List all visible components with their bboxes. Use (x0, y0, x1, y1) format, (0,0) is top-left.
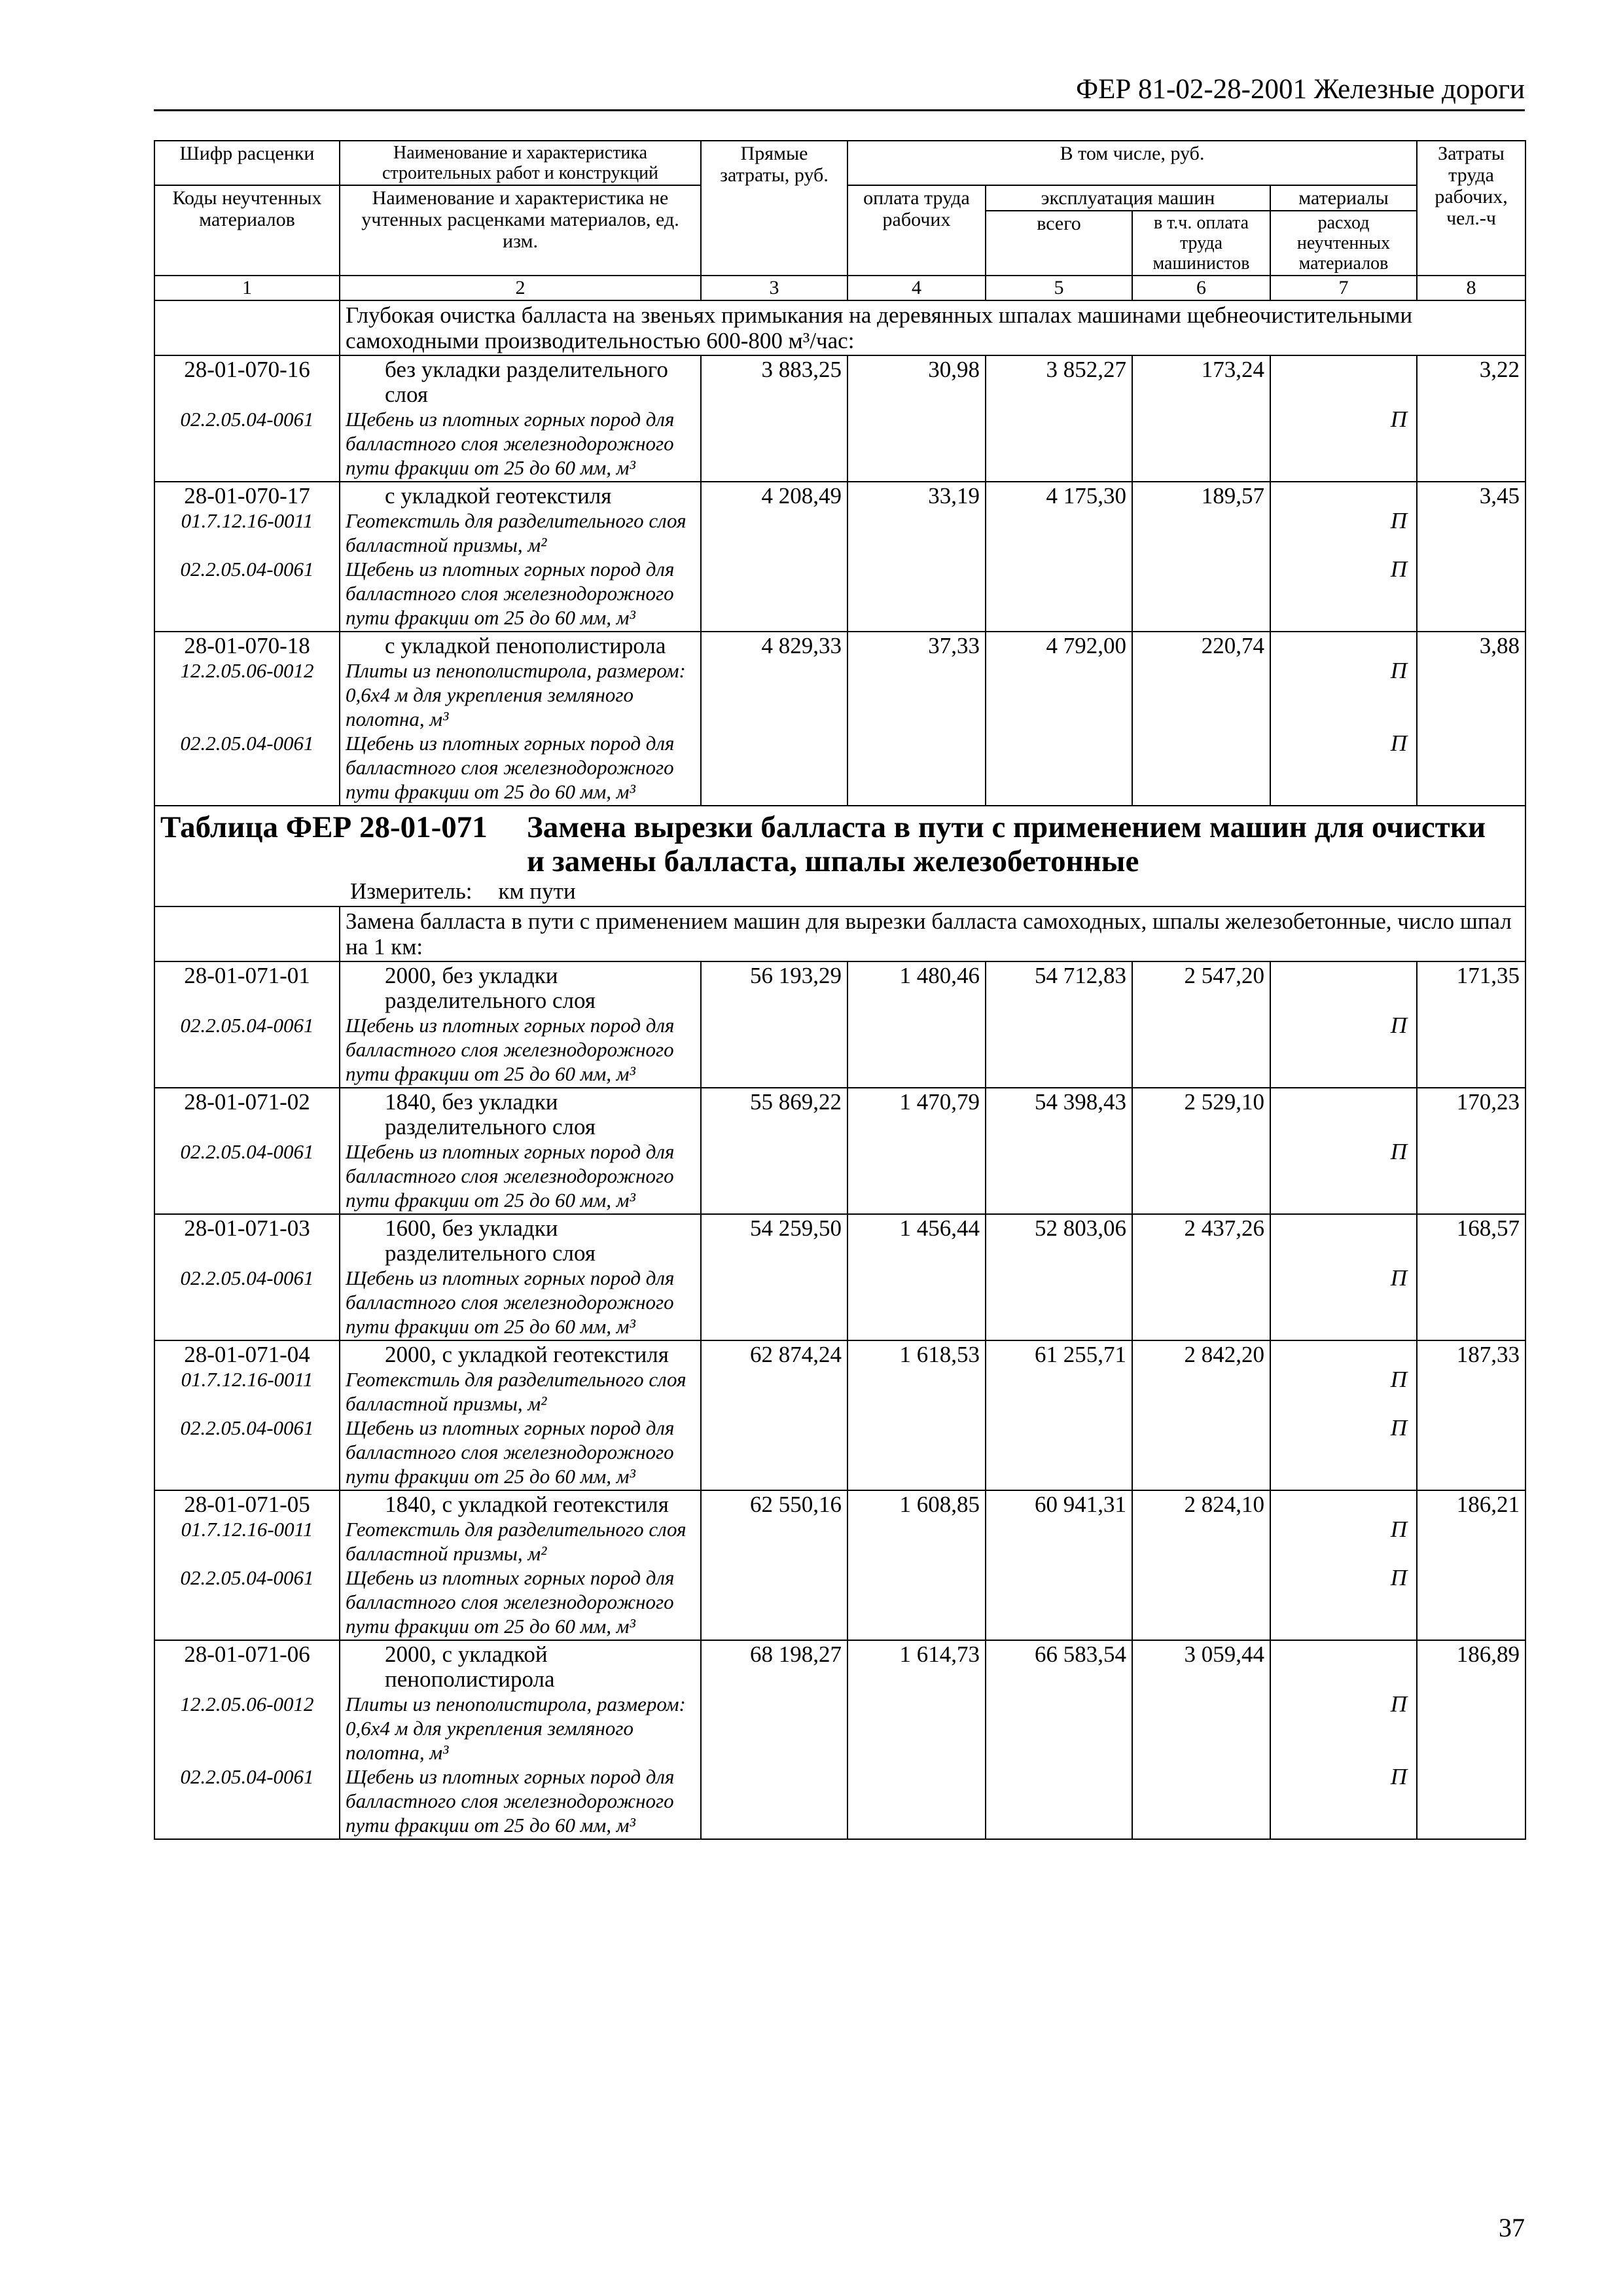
table-label: Таблица ФЕР 28-01-071 (160, 810, 488, 844)
material-code: 01.7.12.16-0011 (181, 1518, 313, 1541)
material-name: Щебень из плотных горных пород для балластного слоя железнодорожного пути фракции от 25 до 60 мм, м³ (346, 1566, 675, 1638)
labor-pay-value: 1 456,44 (847, 1214, 986, 1340)
direct-costs-value: 55 869,22 (701, 1088, 847, 1214)
section-intro-text: Замена балласта в пути с применением машин для вырезки балласта самоходных, шпалы железобетонные, число шпал на 1 км: (340, 906, 1525, 961)
rate-code: 28-01-070-18 (184, 633, 310, 658)
material-mark: П (1390, 1691, 1408, 1717)
table-title: Замена вырезки балласта в пути с применением машин для очистки и замены балласта, шпалы железобетонные (527, 810, 1486, 878)
machinists-pay-value: 2 824,10 (1132, 1490, 1270, 1640)
material-code: 02.2.05.04-0061 (180, 1765, 314, 1788)
material-mark: П (1390, 406, 1408, 432)
labor-pay-value: 33,19 (847, 482, 986, 632)
header-labor-pay: оплата труда рабочих (847, 185, 986, 276)
machinists-pay-value: 173,24 (1132, 355, 1270, 482)
rate-code: 28-01-071-01 (184, 963, 310, 988)
rate-names-cell (340, 355, 701, 482)
rate-code: 28-01-070-17 (184, 483, 310, 509)
material-marks-cell (1270, 1640, 1417, 1839)
work-name: 1840, без укладки разделительного слоя (385, 1089, 596, 1139)
machinists-pay-value: 2 842,20 (1132, 1340, 1270, 1490)
labor-hours-value: 186,89 (1417, 1640, 1525, 1839)
material-code: 02.2.05.04-0061 (180, 732, 314, 755)
rate-code: 28-01-071-05 (184, 1492, 310, 1517)
material-mark: П (1390, 556, 1408, 582)
direct-costs-value: 56 193,29 (701, 961, 847, 1088)
page-header-title: ФЕР 81-02-28-2001 Железные дороги (1076, 74, 1525, 105)
labor-hours-value: 187,33 (1417, 1340, 1525, 1490)
header-codes: Коды неучтенных материалов (154, 185, 340, 276)
material-code: 01.7.12.16-0011 (181, 1368, 313, 1391)
direct-costs-value: 3 883,25 (701, 355, 847, 482)
header-name-work: Наименование и характеристика строительных работ и конструкций (340, 141, 701, 185)
material-code: 01.7.12.16-0011 (181, 509, 313, 532)
section-intro-row (154, 300, 1525, 355)
material-mark: П (1390, 1764, 1408, 1789)
rate-row (154, 1640, 1525, 1839)
rate-names-cell (340, 482, 701, 632)
direct-costs-value: 4 208,49 (701, 482, 847, 632)
material-mark: П (1390, 1013, 1408, 1038)
material-code: 02.2.05.04-0061 (180, 1266, 314, 1289)
work-name: без укладки разделительного слоя (385, 357, 668, 407)
rate-code: 28-01-071-04 (184, 1342, 310, 1367)
header-machines-total: всего (986, 211, 1132, 276)
rate-code: 28-01-070-16 (184, 357, 310, 382)
material-code: 02.2.05.04-0061 (180, 1416, 314, 1439)
material-marks-cell (1270, 482, 1417, 632)
material-name: Геотекстиль для разделительного слоя балластной призмы, м² (346, 1518, 687, 1565)
material-name: Щебень из плотных горных пород для балластного слоя железнодорожного пути фракции от 25 до 60 мм, м³ (346, 1014, 675, 1085)
material-marks-cell (1270, 355, 1417, 482)
rate-codes-cell (154, 1214, 340, 1340)
material-code: 02.2.05.04-0061 (180, 558, 314, 581)
page-number: 37 (1499, 2213, 1525, 2242)
machinists-pay-value: 3 059,44 (1132, 1640, 1270, 1839)
col-number: 5 (986, 276, 1132, 300)
rate-names-cell (340, 1490, 701, 1640)
rate-codes-cell (154, 1490, 340, 1640)
labor-pay-value: 1 480,46 (847, 961, 986, 1088)
measure-line (160, 878, 1520, 905)
work-name: 2000, с укладкой геотекстиля (385, 1342, 669, 1367)
material-name: Плиты из пенополистирола, размером: 0,6х4 м для укрепления земляного полотна, м³ (346, 1693, 686, 1764)
machines-total-value: 3 852,27 (986, 355, 1132, 482)
material-mark: П (1390, 508, 1408, 533)
rate-row (154, 1340, 1525, 1490)
material-mark: П (1390, 1367, 1408, 1392)
labor-pay-value: 1 614,73 (847, 1640, 986, 1839)
material-code: 02.2.05.04-0061 (180, 408, 314, 431)
col-number: 6 (1132, 276, 1270, 300)
labor-hours-value: 3,88 (1417, 632, 1525, 806)
rate-codes-cell (154, 1640, 340, 1839)
rate-row (154, 1214, 1525, 1340)
machines-total-value: 4 792,00 (986, 632, 1132, 806)
header-materials: материалы (1270, 185, 1417, 211)
labor-hours-value: 168,57 (1417, 1214, 1525, 1340)
rate-names-cell (340, 1340, 701, 1490)
material-mark: П (1390, 1139, 1408, 1164)
machinists-pay-value: 220,74 (1132, 632, 1270, 806)
measure-value: км пути (498, 878, 576, 904)
labor-hours-value: 3,45 (1417, 482, 1525, 632)
labor-hours-value: 186,21 (1417, 1490, 1525, 1640)
material-marks-cell (1270, 632, 1417, 806)
work-name: 2000, без укладки разделительного слоя (385, 963, 596, 1013)
work-name: с укладкой геотекстиля (385, 483, 612, 509)
material-code: 02.2.05.04-0061 (180, 1140, 314, 1163)
rate-codes-cell (154, 355, 340, 482)
work-name: 2000, с укладкой пенополистирола (385, 1641, 555, 1692)
direct-costs-value: 62 550,16 (701, 1490, 847, 1640)
material-code: 02.2.05.04-0061 (180, 1566, 314, 1589)
labor-pay-value: 30,98 (847, 355, 986, 482)
material-marks-cell (1270, 1340, 1417, 1490)
col-number: 2 (340, 276, 701, 300)
work-name: с укладкой пенополистирола (385, 633, 666, 658)
material-code: 12.2.05.06-0012 (180, 1693, 314, 1715)
rate-codes-cell (154, 482, 340, 632)
rates-table (154, 140, 1526, 1840)
machines-total-value: 60 941,31 (986, 1490, 1132, 1640)
material-mark: П (1390, 1565, 1408, 1590)
direct-costs-value: 4 829,33 (701, 632, 847, 806)
material-name: Щебень из плотных горных пород для балластного слоя железнодорожного пути фракции от 25 до 60 мм, м³ (346, 1416, 675, 1488)
col-number: 4 (847, 276, 986, 300)
machines-total-value: 66 583,54 (986, 1640, 1132, 1839)
rate-codes-cell (154, 1340, 340, 1490)
col-number: 8 (1417, 276, 1525, 300)
table-title-cell (154, 806, 1525, 906)
material-name: Щебень из плотных горных пород для балластного слоя железнодорожного пути фракции от 25 до 60 мм, м³ (346, 558, 675, 629)
material-name: Щебень из плотных горных пород для балластного слоя железнодорожного пути фракции от 25 до 60 мм, м³ (346, 1140, 675, 1211)
empty-cell (154, 300, 340, 355)
header-labor-costs: Затраты труда рабочих, чел.-ч (1417, 141, 1525, 276)
header-name-material: Наименование и характеристика не учтенных расценками материалов, ед. изм. (340, 185, 701, 276)
rate-names-cell (340, 1640, 701, 1839)
material-mark: П (1390, 1415, 1408, 1441)
rate-row (154, 961, 1525, 1088)
material-mark: П (1390, 1516, 1408, 1542)
labor-hours-value: 3,22 (1417, 355, 1525, 482)
machinists-pay-value: 189,57 (1132, 482, 1270, 632)
rate-names-cell (340, 1088, 701, 1214)
material-marks-cell (1270, 1214, 1417, 1340)
col-number: 3 (701, 276, 847, 300)
rate-code: 28-01-071-02 (184, 1089, 310, 1115)
header-direct-costs: Прямые затраты, руб. (701, 141, 847, 276)
rate-code: 28-01-071-06 (184, 1641, 310, 1667)
machines-total-value: 54 398,43 (986, 1088, 1132, 1214)
material-code: 02.2.05.04-0061 (180, 1014, 314, 1037)
machinists-pay-value: 2 437,26 (1132, 1214, 1270, 1340)
header-machinists-pay: в т.ч. оплата труда машинистов (1132, 211, 1270, 276)
material-marks-cell (1270, 1088, 1417, 1214)
machinists-pay-value: 2 547,20 (1132, 961, 1270, 1088)
labor-pay-value: 1 470,79 (847, 1088, 986, 1214)
rate-codes-cell (154, 961, 340, 1088)
machines-total-value: 52 803,06 (986, 1214, 1132, 1340)
col-number: 7 (1270, 276, 1417, 300)
direct-costs-value: 54 259,50 (701, 1214, 847, 1340)
material-name: Геотекстиль для разделительного слоя балластной призмы, м² (346, 509, 687, 556)
material-name: Геотекстиль для разделительного слоя балластной призмы, м² (346, 1368, 687, 1415)
rate-row (154, 355, 1525, 482)
rate-code: 28-01-071-03 (184, 1215, 310, 1241)
col-number: 1 (154, 276, 340, 300)
measure-label: Измеритель: (350, 878, 473, 904)
header-divider (154, 109, 1525, 111)
material-name: Щебень из плотных горных пород для балластного слоя железнодорожного пути фракции от 25 до 60 мм, м³ (346, 732, 675, 803)
rate-codes-cell (154, 632, 340, 806)
material-mark: П (1390, 658, 1408, 683)
labor-hours-value: 171,35 (1417, 961, 1525, 1088)
labor-pay-value: 37,33 (847, 632, 986, 806)
rate-names-cell (340, 632, 701, 806)
rate-row (154, 632, 1525, 806)
material-marks-cell (1270, 1490, 1417, 1640)
rate-names-cell (340, 961, 701, 1088)
direct-costs-value: 68 198,27 (701, 1640, 847, 1839)
material-code: 12.2.05.06-0012 (180, 659, 314, 682)
rate-codes-cell (154, 1088, 340, 1214)
material-mark: П (1390, 1265, 1408, 1291)
labor-pay-value: 1 608,85 (847, 1490, 986, 1640)
work-name: 1600, без укладки разделительного слоя (385, 1215, 596, 1266)
header-cipher: Шифр расценки (154, 141, 340, 185)
header-materials-use: расход неучтенных материалов (1270, 211, 1417, 276)
material-name: Щебень из плотных горных пород для балластного слоя железнодорожного пути фракции от 25 до 60 мм, м³ (346, 1765, 675, 1837)
rate-row (154, 482, 1525, 632)
table-title-row (154, 806, 1525, 906)
rate-row (154, 1088, 1525, 1214)
rate-names-cell (340, 1214, 701, 1340)
machines-total-value: 4 175,30 (986, 482, 1132, 632)
material-name: Щебень из плотных горных пород для балластного слоя железнодорожного пути фракции от 25 до 60 мм, м³ (346, 408, 675, 479)
rate-row (154, 1490, 1525, 1640)
work-name: 1840, с укладкой геотекстиля (385, 1492, 669, 1517)
section-intro-text: Глубокая очистка балласта на звеньях примыкания на деревянных шпалах машинами щебнеочистительными самоходными производительностью 600-800 м³/час: (340, 300, 1525, 355)
labor-hours-value: 170,23 (1417, 1088, 1525, 1214)
material-name: Щебень из плотных горных пород для балластного слоя железнодорожного пути фракции от 25 до 60 мм, м³ (346, 1266, 675, 1338)
machinists-pay-value: 2 529,10 (1132, 1088, 1270, 1214)
material-name: Плиты из пенополистирола, размером: 0,6х4 м для укрепления земляного полотна, м³ (346, 659, 686, 730)
material-marks-cell (1270, 961, 1417, 1088)
labor-pay-value: 1 618,53 (847, 1340, 986, 1490)
empty-cell (154, 906, 340, 961)
header-including: В том числе, руб. (847, 141, 1417, 185)
header-machine-operation: эксплуатация машин (986, 185, 1270, 211)
section-intro-row (154, 906, 1525, 961)
machines-total-value: 61 255,71 (986, 1340, 1132, 1490)
material-mark: П (1390, 730, 1408, 756)
direct-costs-value: 62 874,24 (701, 1340, 847, 1490)
machines-total-value: 54 712,83 (986, 961, 1132, 1088)
column-number-row (154, 276, 1525, 300)
